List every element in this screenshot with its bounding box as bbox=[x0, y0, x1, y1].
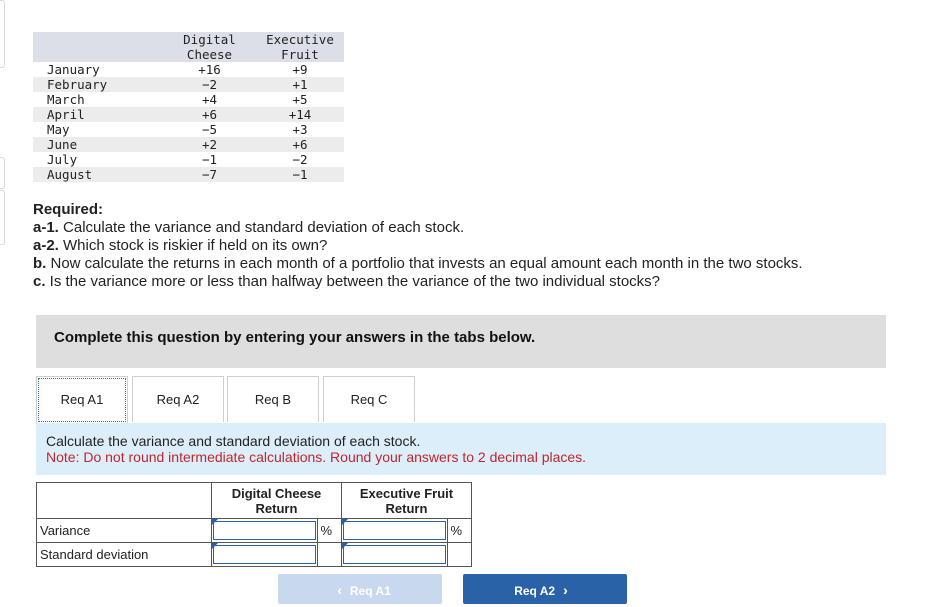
unit-cell bbox=[447, 543, 471, 566]
header-ef-return bbox=[342, 483, 472, 519]
required-section bbox=[33, 201, 803, 291]
month-cell: August bbox=[33, 167, 163, 182]
tab-req-c[interactable]: Req C bbox=[323, 376, 415, 422]
answer-header-row bbox=[37, 483, 472, 519]
tab-instructions bbox=[36, 423, 886, 475]
left-edge-panel bbox=[0, 0, 5, 68]
dc-sd-value[interactable] bbox=[213, 545, 316, 564]
ef-variance-input[interactable] bbox=[342, 519, 447, 542]
instruction-line: Calculate the variance and standard deviation of each stock. bbox=[46, 433, 421, 449]
chevron-right-icon: › bbox=[563, 582, 568, 598]
dc-value: −5 bbox=[201, 122, 218, 137]
header-executive-fruit-text: Executive Fruit bbox=[266, 32, 334, 62]
month-cell: March bbox=[47, 92, 85, 107]
ef-value: +14 bbox=[256, 107, 344, 122]
left-edge-panel bbox=[0, 190, 5, 245]
ef-sd-cell bbox=[342, 543, 472, 567]
ef-value: +1 bbox=[256, 77, 344, 92]
month-cell: July bbox=[47, 152, 78, 167]
required-key: a-1. bbox=[33, 219, 59, 236]
table-row bbox=[33, 107, 344, 122]
complete-instructions-bar: Complete this question by entering your answers in the tabs below. bbox=[36, 315, 886, 368]
tab-req-a2[interactable]: Req A2 bbox=[132, 376, 224, 422]
stock-returns-table bbox=[33, 32, 344, 182]
tab-req-a1[interactable]: Req A1 bbox=[36, 376, 128, 424]
dc-value: +6 bbox=[163, 107, 256, 122]
dc-variance-cell bbox=[212, 519, 342, 543]
next-req-label: Req A2 bbox=[514, 584, 556, 598]
required-item-a2 bbox=[33, 237, 803, 255]
table-row bbox=[37, 519, 472, 543]
header-month bbox=[33, 32, 163, 62]
month-cell: January bbox=[47, 62, 100, 77]
required-key: c. bbox=[33, 273, 46, 290]
required-text: Now calculate the returns in each month of a portfolio that invests an equal amount each month in the two stocks. bbox=[46, 255, 803, 272]
dc-variance-input[interactable] bbox=[212, 519, 317, 542]
ef-value: +3 bbox=[292, 122, 308, 137]
month-cell: February bbox=[33, 77, 163, 92]
row-label-variance: Variance bbox=[37, 519, 212, 543]
header-ef-return-text: Executive Fruit Return bbox=[359, 485, 454, 516]
required-key: a-2. bbox=[33, 237, 59, 254]
header-digital-cheese bbox=[163, 32, 256, 62]
required-text: Calculate the variance and standard deviation of each stock. bbox=[58, 219, 465, 236]
month-cell: May bbox=[47, 122, 70, 137]
required-item-c bbox=[33, 273, 803, 291]
required-key: b. bbox=[33, 255, 47, 272]
row-label-standard-deviation: Standard deviation bbox=[37, 543, 212, 567]
table-row bbox=[33, 122, 344, 137]
dc-value: −7 bbox=[163, 167, 256, 182]
month-cell: June bbox=[33, 137, 163, 152]
left-edge-panel bbox=[0, 157, 5, 189]
dc-value: +2 bbox=[163, 137, 256, 152]
ef-value: −2 bbox=[292, 152, 308, 167]
required-item-a1 bbox=[33, 219, 803, 237]
ef-value: +6 bbox=[256, 137, 344, 152]
dc-variance-value[interactable] bbox=[213, 521, 316, 540]
table-row bbox=[37, 543, 472, 567]
required-heading: Required: bbox=[33, 201, 104, 218]
rounding-note: Note: Do not round intermediate calculations. Round your answers to 2 decimal places. bbox=[46, 449, 587, 465]
table-row bbox=[33, 137, 344, 152]
required-text: Which stock is riskier if held on its own? bbox=[58, 237, 328, 254]
header-digital-cheese-text: Digital Cheese bbox=[183, 32, 236, 62]
table-row bbox=[33, 152, 344, 167]
chevron-left-icon: ‹ bbox=[337, 582, 342, 598]
ef-sd-value[interactable] bbox=[343, 545, 446, 564]
table-row bbox=[33, 62, 344, 77]
ef-value: −1 bbox=[256, 167, 344, 182]
ef-variance-cell bbox=[342, 519, 472, 543]
prev-req-label: Req A1 bbox=[349, 584, 391, 598]
ef-value: +9 bbox=[292, 62, 308, 77]
required-item-b bbox=[33, 255, 803, 273]
ef-value: +5 bbox=[292, 92, 308, 107]
unit-cell bbox=[317, 543, 341, 566]
month-cell: April bbox=[33, 107, 163, 122]
ef-variance-value[interactable] bbox=[343, 521, 446, 540]
header-dc-return bbox=[212, 483, 342, 519]
table-row bbox=[33, 92, 344, 107]
dc-value: −1 bbox=[201, 152, 218, 167]
dc-value: −2 bbox=[163, 77, 256, 92]
table-row bbox=[33, 77, 344, 92]
tab-req-b[interactable]: Req B bbox=[227, 376, 319, 422]
percent-unit: % bbox=[317, 519, 341, 542]
table-row bbox=[33, 167, 344, 182]
dc-sd-input[interactable] bbox=[212, 543, 317, 566]
dc-value: +16 bbox=[198, 62, 221, 77]
table-header-row bbox=[33, 32, 344, 62]
ef-sd-input[interactable] bbox=[342, 543, 447, 566]
answer-header-blank bbox=[37, 483, 212, 519]
percent-unit: % bbox=[447, 519, 471, 542]
required-text: Is the variance more or less than halfway between the variance of the two individual stocks? bbox=[45, 273, 661, 290]
dc-sd-cell bbox=[212, 543, 342, 567]
dc-value: +4 bbox=[201, 92, 218, 107]
answer-table bbox=[36, 482, 472, 567]
header-executive-fruit bbox=[256, 32, 344, 62]
header-dc-return-text: Digital Cheese Return bbox=[231, 485, 322, 516]
